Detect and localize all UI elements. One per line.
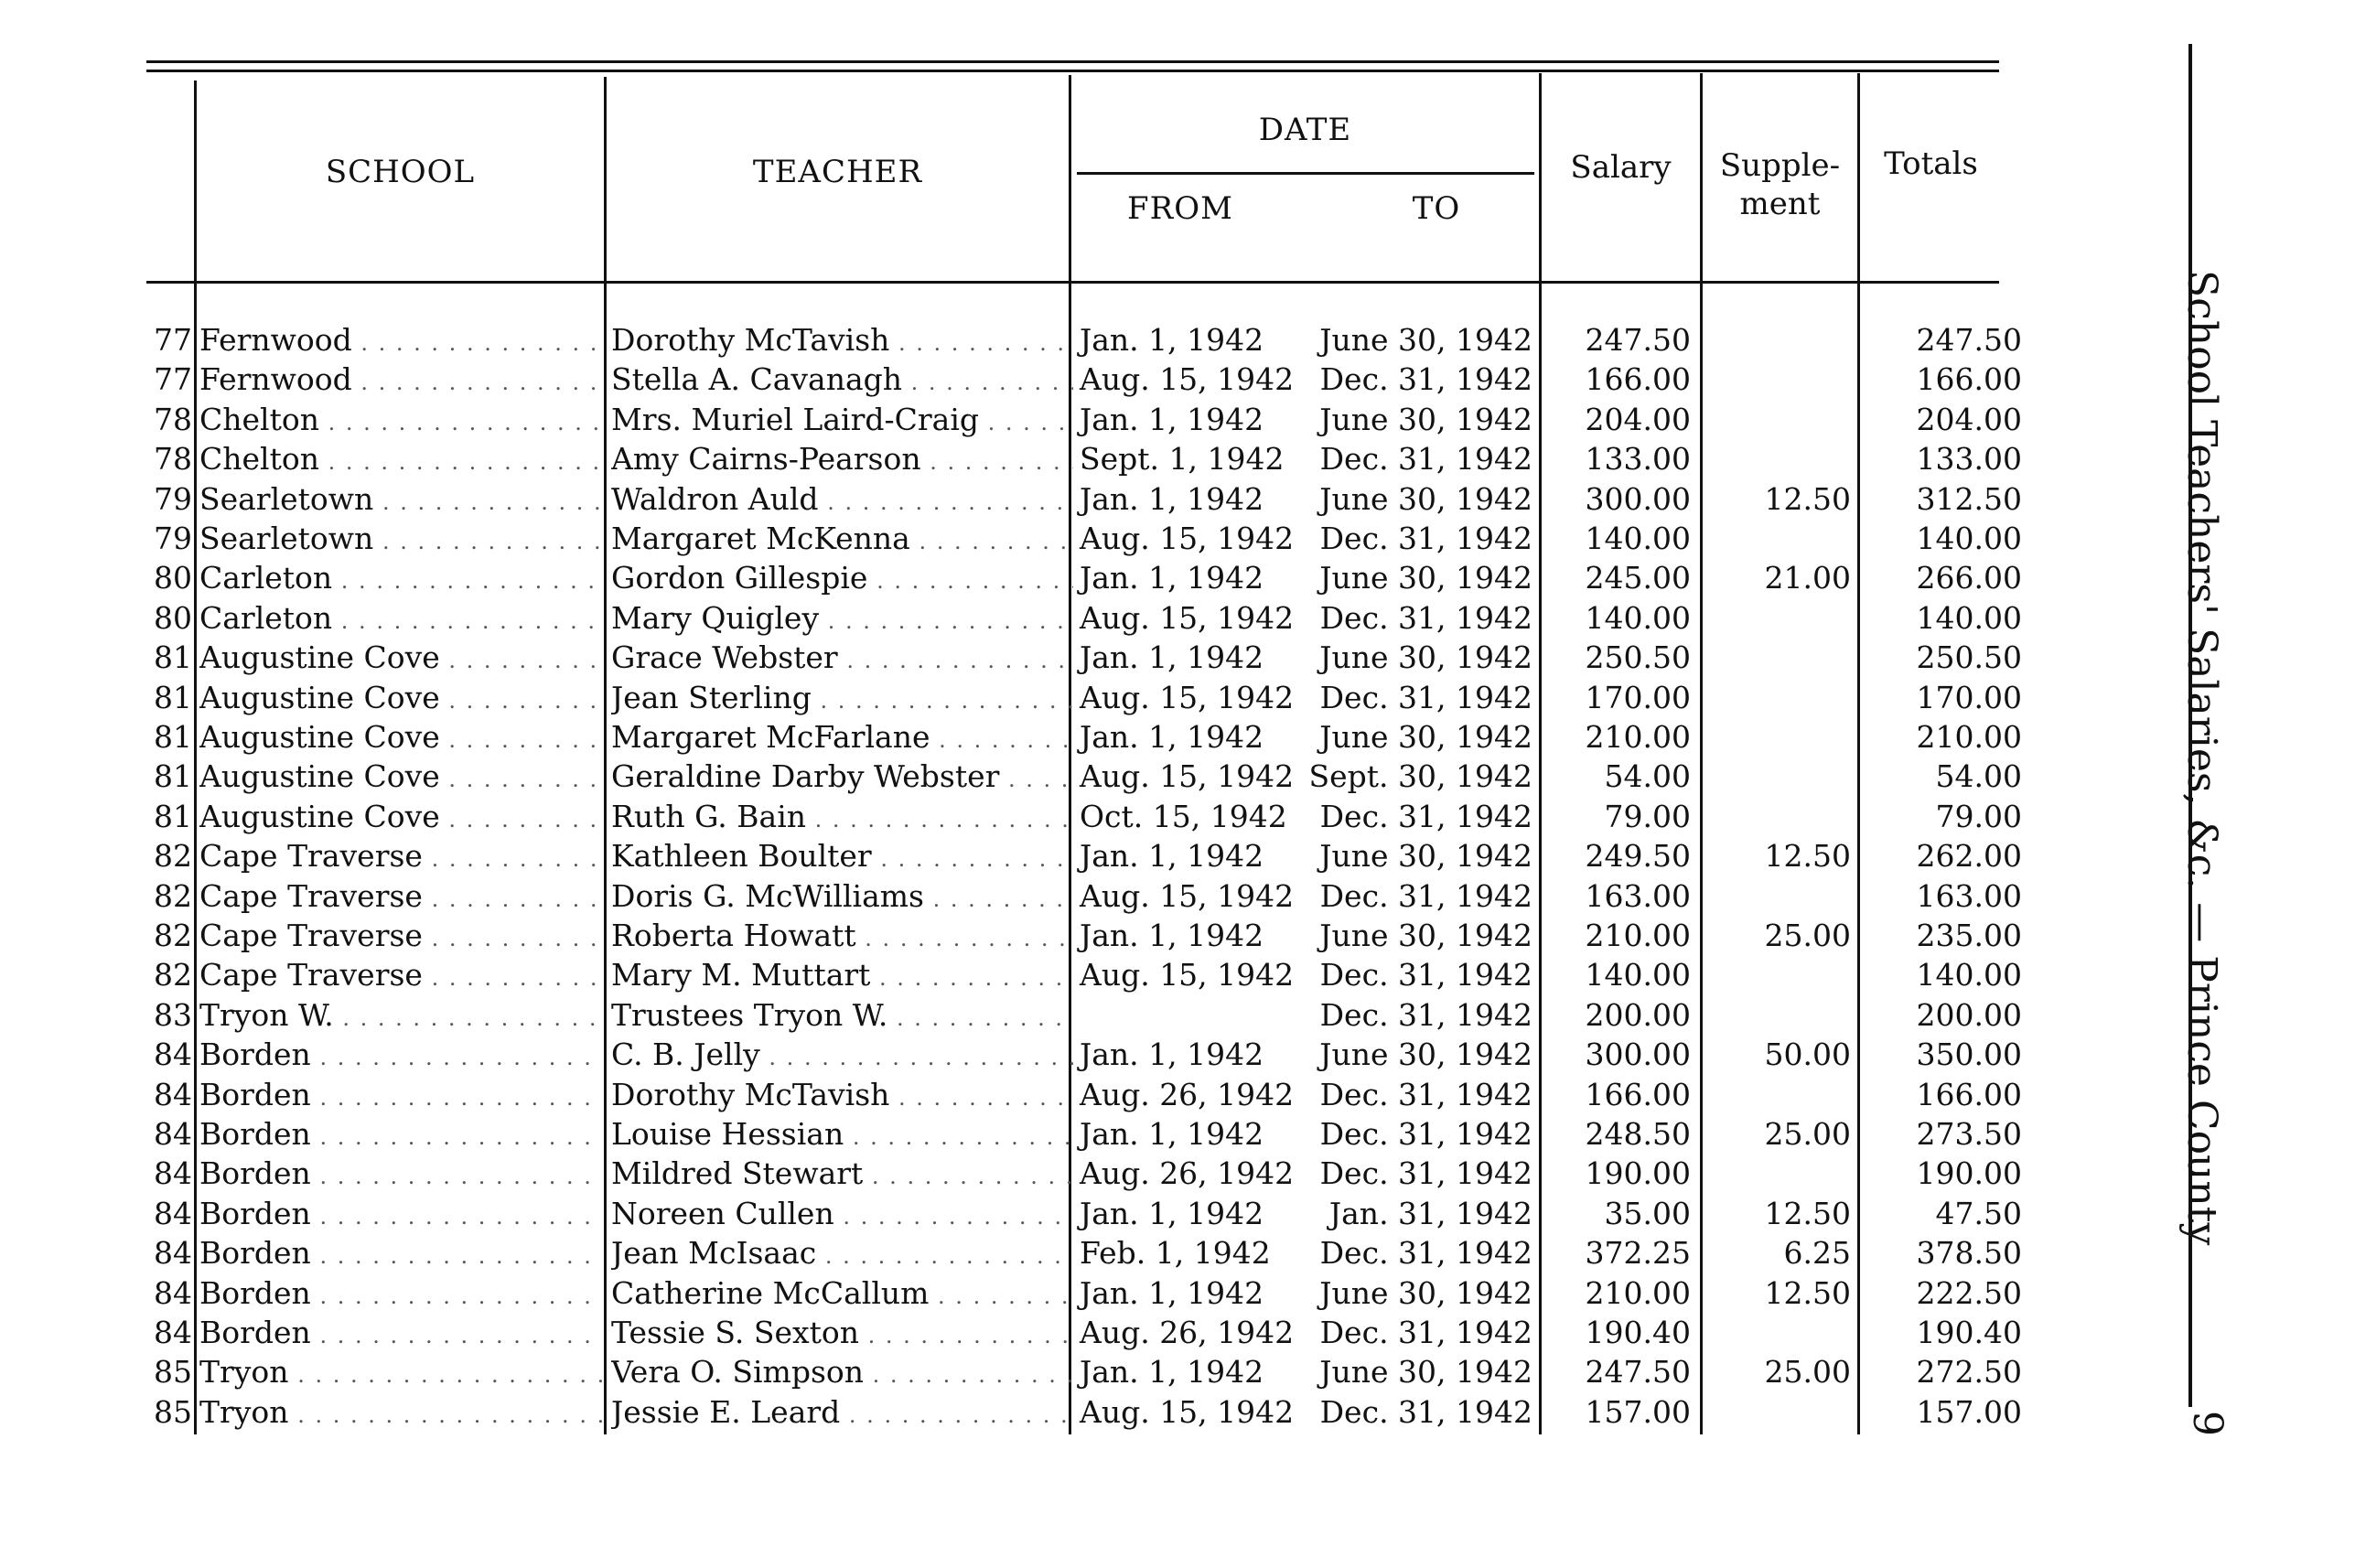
cell-to: Dec. 31, 1942 <box>1319 957 1532 993</box>
table-row <box>0 757 2022 797</box>
cell-teacher: Jessie E. Leard . . . <box>611 1392 1073 1435</box>
cell-salary: 54.00 <box>1604 758 1691 794</box>
cell-to: June 30, 1942 <box>1319 560 1532 596</box>
table-row <box>0 678 2022 718</box>
cell-salary: 249.50 <box>1585 838 1691 874</box>
cell-total: 378.50 <box>1916 1235 2022 1271</box>
cell-total: 47.50 <box>1935 1196 2022 1231</box>
cell-to: Dec. 31, 1942 <box>1319 680 1532 715</box>
cell-from: Aug. 15, 1942 <box>1080 521 1295 556</box>
cell-to: Dec. 31, 1942 <box>1319 441 1532 477</box>
cell-no: 82 <box>154 957 192 993</box>
cell-school: Fernwood . . . <box>199 360 602 403</box>
cell-teacher: Jean McIsaac . . . <box>611 1233 1073 1276</box>
cell-teacher: Ruth G. Bain . . . <box>611 797 1073 840</box>
cell-to: June 30, 1942 <box>1319 719 1532 755</box>
cell-supplement: 12.50 <box>1764 838 1851 874</box>
cell-total: 235.00 <box>1916 918 2022 953</box>
cell-to: June 30, 1942 <box>1319 322 1532 358</box>
cell-teacher: Amy Cairns-Pearson . . . <box>611 439 1073 482</box>
cell-school: Borden . . . <box>199 1035 602 1078</box>
cell-salary: 157.00 <box>1585 1394 1691 1430</box>
table-row <box>0 995 2022 1036</box>
cell-school: Tryon . . . <box>199 1392 602 1435</box>
cell-teacher: Dorothy McTavish . . . <box>611 1075 1073 1118</box>
table-row <box>0 1194 2022 1234</box>
cell-salary: 35.00 <box>1604 1196 1691 1231</box>
cell-salary: 210.00 <box>1585 719 1691 755</box>
cell-teacher: Doris G. McWilliams . . . <box>611 876 1073 919</box>
cell-school: Searletown . . . <box>199 479 602 522</box>
table-row <box>0 836 2022 876</box>
table-row <box>0 1035 2022 1075</box>
cell-from: Aug. 15, 1942 <box>1080 1394 1295 1430</box>
cell-total: 312.50 <box>1916 481 2022 517</box>
cell-supplement: 21.00 <box>1764 560 1851 596</box>
cell-to: Dec. 31, 1942 <box>1319 997 1532 1033</box>
cell-school: Augustine Cove . . . <box>199 638 602 681</box>
cell-school: Borden . . . <box>199 1313 602 1356</box>
header-teacher: TEACHER <box>752 154 923 190</box>
cell-total: 266.00 <box>1916 560 2022 596</box>
cell-from: Jan. 1, 1942 <box>1080 560 1264 596</box>
cell-no: 81 <box>154 719 192 755</box>
cell-total: 273.50 <box>1916 1116 2022 1152</box>
table-row <box>0 916 2022 956</box>
cell-total: 140.00 <box>1916 957 2022 993</box>
cell-salary: 372.25 <box>1585 1235 1691 1271</box>
cell-school: Augustine Cove . . . <box>199 717 602 760</box>
cell-no: 84 <box>154 1036 192 1072</box>
cell-supplement: 25.00 <box>1764 1354 1851 1390</box>
cell-no: 84 <box>154 1155 192 1191</box>
cell-teacher: Mildred Stewart . . . <box>611 1154 1073 1197</box>
cell-to: Dec. 31, 1942 <box>1319 1394 1532 1430</box>
header-supplement-line2: ment <box>1739 186 1821 222</box>
cell-teacher: Gordon Gillespie . . . <box>611 558 1073 601</box>
cell-salary: 247.50 <box>1585 322 1691 358</box>
cell-school: Borden . . . <box>199 1273 602 1316</box>
cell-teacher: Noreen Cullen . . . <box>611 1194 1073 1237</box>
table-row <box>0 1352 2022 1392</box>
cell-from: Jan. 1, 1942 <box>1080 1116 1264 1152</box>
cell-total: 163.00 <box>1916 878 2022 914</box>
header-supplement <box>1703 146 1857 223</box>
cell-from: Sept. 1, 1942 <box>1080 441 1285 477</box>
cell-salary: 300.00 <box>1585 1036 1691 1072</box>
cell-no: 80 <box>154 600 192 636</box>
cell-to: Dec. 31, 1942 <box>1319 1235 1532 1271</box>
top-rule <box>146 60 1999 63</box>
table-row <box>0 360 2022 400</box>
header-to: TO <box>1412 190 1461 227</box>
cell-supplement: 6.25 <box>1783 1235 1851 1271</box>
cell-no: 78 <box>154 402 192 437</box>
cell-school: Tryon . . . <box>199 1352 602 1395</box>
table-row <box>0 1075 2022 1115</box>
cell-no: 83 <box>154 997 192 1033</box>
cell-supplement: 25.00 <box>1764 1116 1851 1152</box>
cell-from: Feb. 1, 1942 <box>1080 1235 1271 1271</box>
top-rule-double <box>146 70 1999 72</box>
cell-supplement: 12.50 <box>1764 1275 1851 1311</box>
cell-from: Jan. 1, 1942 <box>1080 1275 1264 1311</box>
cell-total: 140.00 <box>1916 600 2022 636</box>
cell-to: June 30, 1942 <box>1319 639 1532 675</box>
table-row <box>0 638 2022 678</box>
cell-from: Aug. 26, 1942 <box>1080 1077 1295 1112</box>
cell-salary: 250.50 <box>1585 639 1691 675</box>
table-row <box>0 479 2022 520</box>
cell-supplement: 50.00 <box>1764 1036 1851 1072</box>
cell-to: Dec. 31, 1942 <box>1319 521 1532 556</box>
cell-teacher: Vera O. Simpson . . . <box>611 1352 1073 1395</box>
cell-salary: 200.00 <box>1585 997 1691 1033</box>
cell-total: 350.00 <box>1916 1036 2022 1072</box>
cell-no: 80 <box>154 560 192 596</box>
cell-from: Aug. 15, 1942 <box>1080 957 1295 993</box>
cell-total: 222.50 <box>1916 1275 2022 1311</box>
table-row <box>0 558 2022 598</box>
cell-from: Aug. 15, 1942 <box>1080 680 1295 715</box>
cell-teacher: Stella A. Cavanagh . . . <box>611 360 1073 403</box>
cell-to: Dec. 31, 1942 <box>1319 878 1532 914</box>
cell-salary: 163.00 <box>1585 878 1691 914</box>
cell-to: Dec. 31, 1942 <box>1319 1315 1532 1350</box>
cell-to: Jan. 31, 1942 <box>1328 1196 1532 1231</box>
cell-no: 84 <box>154 1235 192 1271</box>
cell-school: Borden . . . <box>199 1154 602 1197</box>
cell-school: Augustine Cove . . . <box>199 678 602 721</box>
cell-teacher: Mary Quigley . . . <box>611 598 1073 641</box>
cell-from: Aug. 15, 1942 <box>1080 878 1295 914</box>
header-salary: Salary <box>1570 149 1672 186</box>
cell-school: Borden . . . <box>199 1114 602 1157</box>
table-row <box>0 1273 2022 1314</box>
header-date: DATE <box>1258 112 1352 148</box>
table-row <box>0 1233 2022 1273</box>
cell-total: 157.00 <box>1916 1394 2022 1430</box>
cell-total: 200.00 <box>1916 997 2022 1033</box>
cell-school: Searletown . . . <box>199 519 602 562</box>
cell-salary: 140.00 <box>1585 521 1691 556</box>
cell-from: Oct. 15, 1942 <box>1080 799 1287 834</box>
cell-salary: 245.00 <box>1585 560 1691 596</box>
cell-total: 166.00 <box>1916 361 2022 397</box>
cell-total: 190.40 <box>1916 1315 2022 1350</box>
cell-salary: 133.00 <box>1585 441 1691 477</box>
cell-school: Cape Traverse . . . <box>199 955 602 998</box>
cell-salary: 190.40 <box>1585 1315 1691 1350</box>
cell-supplement: 12.50 <box>1764 1196 1851 1231</box>
cell-no: 81 <box>154 799 192 834</box>
cell-total: 170.00 <box>1916 680 2022 715</box>
cell-from: Jan. 1, 1942 <box>1080 1036 1264 1072</box>
cell-no: 81 <box>154 680 192 715</box>
cell-from: Aug. 26, 1942 <box>1080 1155 1295 1191</box>
cell-no: 85 <box>154 1354 192 1390</box>
cell-teacher: Margaret McFarlane . . . <box>611 717 1073 760</box>
header-from: FROM <box>1127 190 1233 227</box>
cell-from: Jan. 1, 1942 <box>1080 719 1264 755</box>
cell-school: Cape Traverse . . . <box>199 916 602 959</box>
cell-to: June 30, 1942 <box>1319 1354 1532 1390</box>
cell-salary: 166.00 <box>1585 361 1691 397</box>
cell-no: 84 <box>154 1275 192 1311</box>
cell-salary: 140.00 <box>1585 957 1691 993</box>
cell-supplement: 12.50 <box>1764 481 1851 517</box>
cell-to: Sept. 30, 1942 <box>1308 758 1532 794</box>
cell-school: Borden . . . <box>199 1075 602 1118</box>
cell-from: Jan. 1, 1942 <box>1080 402 1264 437</box>
table-row <box>0 1313 2022 1353</box>
cell-salary: 210.00 <box>1585 1275 1691 1311</box>
cell-from: Jan. 1, 1942 <box>1080 918 1264 953</box>
cell-to: June 30, 1942 <box>1319 402 1532 437</box>
cell-no: 81 <box>154 639 192 675</box>
cell-no: 82 <box>154 878 192 914</box>
cell-no: 84 <box>154 1116 192 1152</box>
cell-from: Aug. 15, 1942 <box>1080 361 1295 397</box>
cell-school: Carleton . . . <box>199 598 602 641</box>
cell-to: Dec. 31, 1942 <box>1319 799 1532 834</box>
table-row <box>0 1392 2022 1433</box>
cell-from: Jan. 1, 1942 <box>1080 639 1264 675</box>
page-number: 9 <box>2184 1411 2231 1436</box>
cell-no: 84 <box>154 1196 192 1231</box>
cell-school: Chelton . . . <box>199 400 602 443</box>
cell-from: Aug. 15, 1942 <box>1080 600 1295 636</box>
cell-from: Jan. 1, 1942 <box>1080 322 1264 358</box>
table-row <box>0 320 2022 360</box>
cell-to: June 30, 1942 <box>1319 481 1532 517</box>
cell-total: 272.50 <box>1916 1354 2022 1390</box>
cell-from: Aug. 15, 1942 <box>1080 758 1295 794</box>
date-subheader-rule <box>1077 172 1534 175</box>
cell-school: Augustine Cove . . . <box>199 757 602 800</box>
cell-teacher: Mary M. Muttart . . . <box>611 955 1073 998</box>
cell-salary: 190.00 <box>1585 1155 1691 1191</box>
cell-school: Cape Traverse . . . <box>199 836 602 879</box>
cell-to: June 30, 1942 <box>1319 1275 1532 1311</box>
cell-total: 210.00 <box>1916 719 2022 755</box>
cell-school: Tryon W. . . . <box>199 995 602 1038</box>
cell-to: June 30, 1942 <box>1319 918 1532 953</box>
cell-no: 79 <box>154 481 192 517</box>
cell-supplement: 25.00 <box>1764 918 1851 953</box>
cell-teacher: Roberta Howatt . . . <box>611 916 1073 959</box>
cell-no: 84 <box>154 1077 192 1112</box>
cell-teacher: Waldron Auld . . . <box>611 479 1073 522</box>
cell-teacher: Jean Sterling . . . <box>611 678 1073 721</box>
cell-total: 79.00 <box>1935 799 2022 834</box>
cell-salary: 79.00 <box>1604 799 1691 834</box>
cell-teacher: Grace Webster . . . <box>611 638 1073 681</box>
cell-total: 166.00 <box>1916 1077 2022 1112</box>
cell-from: Jan. 1, 1942 <box>1080 1354 1264 1390</box>
cell-teacher: Kathleen Boulter . . . <box>611 836 1073 879</box>
side-title: School Teachers' Salaries, &c. — Prince County <box>2178 270 2225 1246</box>
cell-salary: 247.50 <box>1585 1354 1691 1390</box>
cell-to: Dec. 31, 1942 <box>1319 361 1532 397</box>
table-row <box>0 400 2022 440</box>
cell-to: June 30, 1942 <box>1319 1036 1532 1072</box>
cell-no: 84 <box>154 1315 192 1350</box>
cell-from: Jan. 1, 1942 <box>1080 1196 1264 1231</box>
cell-teacher: Dorothy McTavish . . . <box>611 320 1073 363</box>
table-row <box>0 598 2022 639</box>
cell-from: Aug. 26, 1942 <box>1080 1315 1295 1350</box>
cell-school: Cape Traverse . . . <box>199 876 602 919</box>
cell-total: 204.00 <box>1916 402 2022 437</box>
cell-total: 250.50 <box>1916 639 2022 675</box>
header-supplement-line1: Supple- <box>1719 147 1841 184</box>
cell-total: 54.00 <box>1935 758 2022 794</box>
cell-teacher: Margaret McKenna . . . <box>611 519 1073 562</box>
cell-salary: 166.00 <box>1585 1077 1691 1112</box>
cell-from: Jan. 1, 1942 <box>1080 481 1264 517</box>
cell-school: Borden . . . <box>199 1194 602 1237</box>
cell-school: Borden . . . <box>199 1233 602 1276</box>
table-row <box>0 876 2022 917</box>
cell-teacher: Trustees Tryon W. . . . <box>611 995 1073 1038</box>
cell-total: 190.00 <box>1916 1155 2022 1191</box>
cell-teacher: Tessie S. Sexton . . . <box>611 1313 1073 1356</box>
cell-salary: 210.00 <box>1585 918 1691 953</box>
cell-no: 85 <box>154 1394 192 1430</box>
cell-school: Fernwood . . . <box>199 320 602 363</box>
cell-no: 77 <box>154 361 192 397</box>
cell-salary: 204.00 <box>1585 402 1691 437</box>
cell-no: 82 <box>154 918 192 953</box>
table-row <box>0 717 2022 757</box>
cell-total: 262.00 <box>1916 838 2022 874</box>
cell-teacher: Mrs. Muriel Laird-Craig . . . <box>611 400 1073 443</box>
cell-teacher: Louise Hessian . . . <box>611 1114 1073 1157</box>
cell-salary: 140.00 <box>1585 600 1691 636</box>
cell-salary: 248.50 <box>1585 1116 1691 1152</box>
table-row <box>0 1114 2022 1155</box>
cell-total: 140.00 <box>1916 521 2022 556</box>
header-totals: Totals <box>1884 145 1978 182</box>
cell-salary: 300.00 <box>1585 481 1691 517</box>
cell-total: 247.50 <box>1916 322 2022 358</box>
cell-teacher: Geraldine Darby Webster . . . <box>611 757 1073 800</box>
cell-to: Dec. 31, 1942 <box>1319 1116 1532 1152</box>
cell-to: June 30, 1942 <box>1319 838 1532 874</box>
table-row <box>0 1154 2022 1194</box>
table-row <box>0 439 2022 479</box>
cell-school: Augustine Cove . . . <box>199 797 602 840</box>
cell-no: 82 <box>154 838 192 874</box>
table-row <box>0 955 2022 995</box>
cell-teacher: C. B. Jelly . . . <box>611 1035 1073 1078</box>
cell-no: 79 <box>154 521 192 556</box>
cell-no: 81 <box>154 758 192 794</box>
cell-salary: 170.00 <box>1585 680 1691 715</box>
cell-total: 133.00 <box>1916 441 2022 477</box>
cell-teacher: Catherine McCallum . . . <box>611 1273 1073 1316</box>
table-row <box>0 797 2022 837</box>
table-row <box>0 519 2022 559</box>
cell-to: Dec. 31, 1942 <box>1319 1077 1532 1112</box>
header-school: SCHOOL <box>325 154 476 190</box>
cell-from: Jan. 1, 1942 <box>1080 838 1264 874</box>
header-bottom-rule <box>146 281 1999 284</box>
cell-to: Dec. 31, 1942 <box>1319 600 1532 636</box>
cell-to: Dec. 31, 1942 <box>1319 1155 1532 1191</box>
cell-school: Carleton . . . <box>199 558 602 601</box>
cell-school: Chelton . . . <box>199 439 602 482</box>
cell-no: 78 <box>154 441 192 477</box>
cell-no: 77 <box>154 322 192 358</box>
